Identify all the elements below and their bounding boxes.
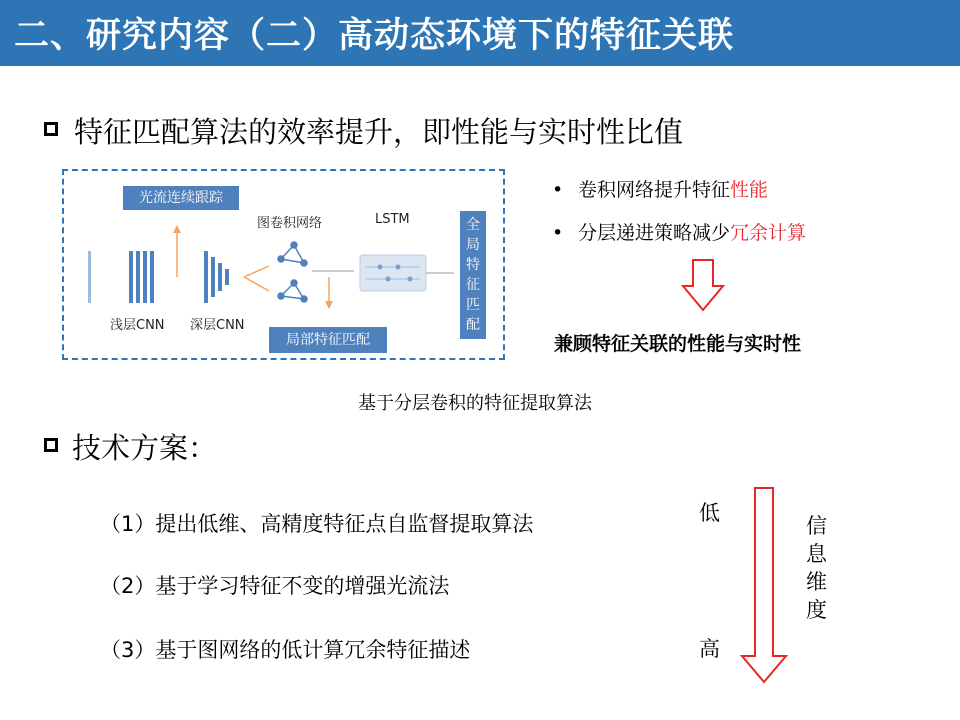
bullet-item-1: • 卷积网络提升特征性能 [552, 179, 769, 201]
diagram-caption: 基于分层卷积的特征提取算法 [358, 393, 592, 414]
lstm-cell-icon [360, 255, 426, 291]
scheme-item-1: （1）提出低维、高精度特征点自监督提取算法 [100, 512, 534, 536]
conclusion-text: 兼顾特征关联的性能与实时性 [554, 333, 802, 355]
high-label: 高 [699, 637, 720, 661]
local-match-box: 局部特征匹配 [269, 327, 387, 353]
optical-flow-box: 光流连续跟踪 [123, 186, 239, 210]
info-dimension-label: 信 息 维 度 [806, 514, 827, 622]
section1-heading: 特征匹配算法的效率提升，即性能与实时性比值 [74, 115, 684, 149]
global-match-box: 全 局 特 征 匹 配 [460, 211, 486, 339]
graph-network-icon [278, 242, 307, 302]
square-bullet-icon [44, 438, 58, 452]
slide-title: 二、研究内容（二）高动态环境下的特征关联 [14, 16, 735, 56]
section2-heading: 技术方案： [72, 431, 218, 465]
graph-conv-label: 图卷积网络 [257, 216, 323, 231]
square-bullet-icon [44, 122, 58, 136]
input-layer-icon [88, 251, 91, 303]
deep-cnn-label: 深层CNN [190, 318, 245, 333]
scheme-item-3: （3）基于图网络的低计算冗余特征描述 [100, 638, 471, 662]
scheme-item-2: （2）基于学习特征不变的增强光流法 [100, 574, 450, 598]
down-arrow-icon [680, 258, 726, 314]
title-bar [0, 0, 960, 66]
deep-cnn-layer-icon [204, 251, 208, 303]
shallow-cnn-layer-icon [129, 251, 133, 303]
info-dimension-arrow-icon [738, 486, 790, 686]
low-label: 低 [699, 501, 720, 525]
algorithm-diagram [62, 169, 505, 360]
bullet-item-2: • 分层递进策略减少冗余计算 [552, 222, 807, 244]
lstm-label: LSTM [375, 212, 410, 227]
shallow-cnn-label: 浅层CNN [110, 318, 165, 333]
